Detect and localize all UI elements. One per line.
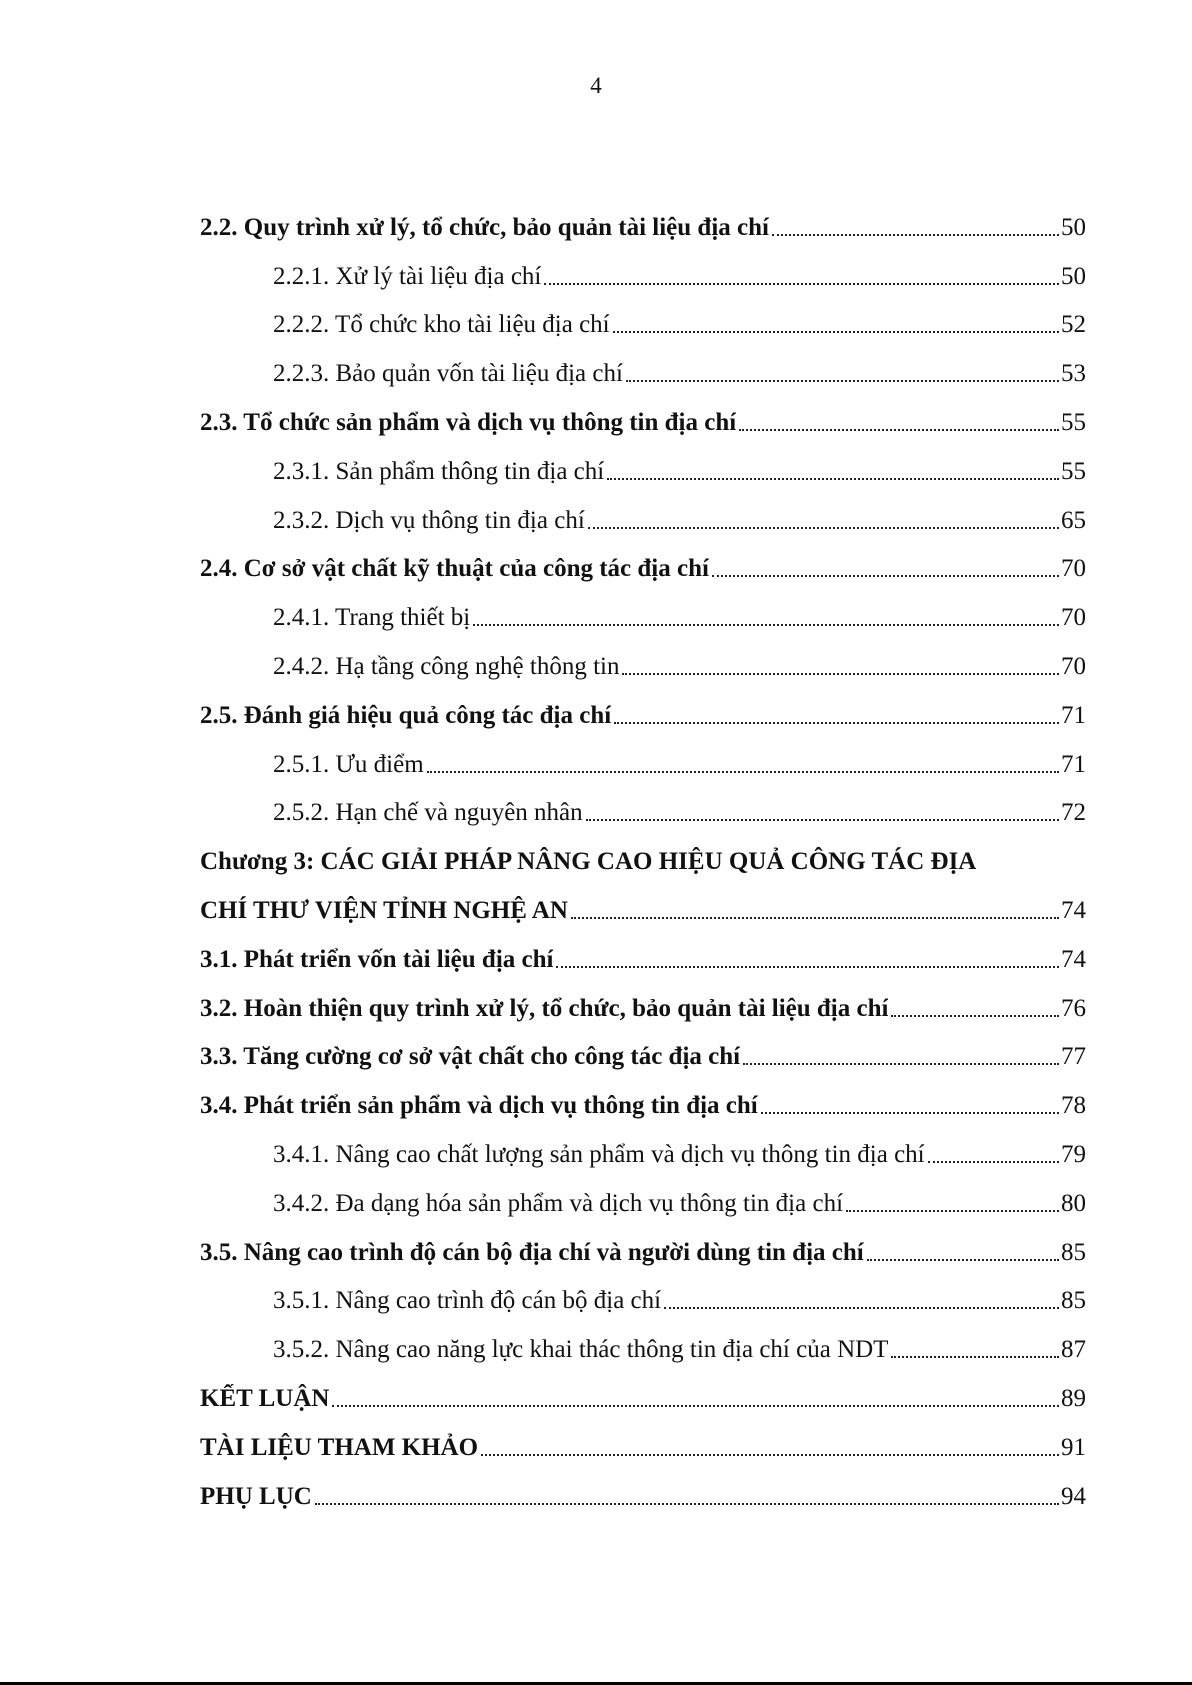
- toc-entry: [200, 1463, 1086, 1512]
- toc-entry-page: 85: [1061, 1238, 1086, 1266]
- dot-leader: [613, 331, 1059, 333]
- toc-entry: [200, 926, 1086, 975]
- toc-entry-title: 2.4.2. Hạ tầng công nghệ thông tin: [273, 652, 620, 680]
- toc-entry-title: 2.2.1. Xử lý tài liệu địa chí: [273, 262, 542, 290]
- toc-entry-page: 53: [1061, 360, 1086, 388]
- toc-entry: [200, 877, 1086, 926]
- toc-entry: [200, 487, 1086, 536]
- dot-leader: [481, 1454, 1059, 1456]
- toc-entry: [200, 682, 1086, 731]
- toc-entry: [200, 389, 1086, 438]
- dot-leader: [332, 1405, 1059, 1407]
- toc-entry-page: 91: [1061, 1433, 1086, 1461]
- dot-leader: [743, 1063, 1059, 1065]
- toc-entry: [200, 1170, 1086, 1219]
- toc-entry: [200, 438, 1086, 487]
- page-number: 4: [590, 73, 602, 98]
- toc-entry-page: 55: [1061, 408, 1086, 436]
- toc-entry-page: 52: [1061, 311, 1086, 339]
- dot-leader: [891, 1356, 1059, 1358]
- dot-leader: [626, 380, 1059, 382]
- toc-entry-title: 3.4.2. Đa dạng hóa sản phẩm và dịch vụ thông tin địa chí: [273, 1189, 844, 1217]
- toc-entry-title: KẾT LUẬN: [200, 1384, 330, 1412]
- toc-entry: [200, 1121, 1086, 1170]
- dot-leader: [622, 673, 1059, 675]
- dot-leader: [772, 234, 1059, 236]
- toc-entry-title: 3.4. Phát triển sản phẩm và dịch vụ thông tin địa chí: [200, 1092, 758, 1120]
- toc-entry-page: 71: [1061, 750, 1086, 778]
- toc-entry: [200, 1316, 1086, 1365]
- toc-entry-title: 2.5.2. Hạn chế và nguyên nhân: [273, 799, 583, 827]
- toc-entry-page: 85: [1061, 1287, 1086, 1315]
- toc-entry-page: 94: [1061, 1482, 1086, 1510]
- toc-entry-title: 2.4. Cơ sở vật chất kỹ thuật của công tác địa chí: [200, 555, 709, 583]
- toc-entry-page: 80: [1061, 1189, 1086, 1217]
- dot-leader: [588, 527, 1059, 529]
- dot-leader: [867, 1259, 1059, 1261]
- toc-entry: [200, 584, 1086, 633]
- dot-leader: [473, 624, 1059, 626]
- toc-entry-title: 3.5.2. Nâng cao năng lực khai thác thông tin địa chí của NDT: [273, 1336, 889, 1364]
- toc-entry-page: 70: [1061, 555, 1086, 583]
- toc-entry: [200, 975, 1086, 1024]
- toc-entry-title: 2.5.1. Ưu điểm: [273, 750, 424, 778]
- toc-entry-page: 78: [1061, 1092, 1086, 1120]
- toc-entry-title: 3.5. Nâng cao trình độ cán bộ địa chí và người dùng tin địa chí: [200, 1238, 864, 1266]
- toc-entry-page: 76: [1061, 994, 1086, 1022]
- dot-leader: [315, 1503, 1059, 1505]
- toc-entry-page: 70: [1061, 652, 1086, 680]
- table-of-contents: [200, 194, 1086, 1512]
- toc-entry-title: TÀI LIỆU THAM KHẢO: [200, 1433, 479, 1461]
- toc-entry-title: 2.4.1. Trang thiết bị: [273, 604, 471, 632]
- toc-entry-title: PHỤ LỤC: [200, 1482, 312, 1510]
- toc-entry-title: 2.3. Tổ chức sản phẩm và dịch vụ thông tin địa chí: [200, 408, 737, 436]
- toc-entry: [200, 340, 1086, 389]
- toc-entry: [200, 780, 1086, 829]
- toc-entry: [200, 731, 1086, 780]
- toc-entry: [200, 1219, 1086, 1268]
- toc-entry-title: 3.5.1. Nâng cao trình độ cán bộ địa chí: [273, 1287, 662, 1315]
- toc-entry: [200, 292, 1086, 341]
- dot-leader: [928, 1161, 1059, 1163]
- toc-entry-page: 89: [1061, 1384, 1086, 1412]
- toc-entry: [200, 1268, 1086, 1317]
- dot-leader: [739, 429, 1059, 431]
- toc-entry-title: 2.5. Đánh giá hiệu quả công tác địa chí: [200, 701, 612, 729]
- toc-entry: [200, 536, 1086, 585]
- dot-leader: [607, 478, 1059, 480]
- toc-entry-page: 50: [1061, 262, 1086, 290]
- toc-entry-page: 70: [1061, 604, 1086, 632]
- toc-entry-page: 55: [1061, 457, 1086, 485]
- toc-entry-page: 74: [1061, 896, 1086, 924]
- toc-entry: [200, 1024, 1086, 1073]
- dot-leader: [544, 283, 1059, 285]
- dot-leader: [586, 819, 1059, 821]
- dot-leader: [556, 966, 1059, 968]
- toc-entry: [200, 1072, 1086, 1121]
- toc-entry-title: 3.4.1. Nâng cao chất lượng sản phẩm và dịch vụ thông tin địa chí: [273, 1140, 925, 1168]
- dot-leader: [846, 1210, 1059, 1212]
- dot-leader: [614, 722, 1059, 724]
- toc-entry: [200, 633, 1086, 682]
- toc-entry-page: 77: [1061, 1043, 1086, 1071]
- toc-entry-title: Chương 3: CÁC GIẢI PHÁP NÂNG CAO HIỆU QUẢ CÔNG TÁC ĐỊA: [200, 848, 977, 876]
- toc-entry: [200, 828, 1086, 877]
- toc-entry-page: 65: [1061, 506, 1086, 534]
- toc-entry-page: 79: [1061, 1140, 1086, 1168]
- toc-entry-title: 2.2. Quy trình xử lý, tổ chức, bảo quản tài liệu địa chí: [200, 213, 769, 241]
- toc-entry-title: 3.3. Tăng cường cơ sở vật chất cho công tác địa chí: [200, 1043, 741, 1071]
- toc-entry-title: 2.2.2. Tổ chức kho tài liệu địa chí: [273, 311, 610, 339]
- toc-entry-page: 72: [1061, 799, 1086, 827]
- toc-entry-title: CHÍ THƯ VIỆN TỈNH NGHỆ AN: [200, 896, 568, 924]
- toc-entry-title: 2.3.2. Dịch vụ thông tin địa chí: [273, 506, 585, 534]
- toc-entry-title: 2.3.1. Sản phẩm thông tin địa chí: [273, 457, 605, 485]
- dot-leader: [664, 1307, 1059, 1309]
- toc-entry-title: 2.2.3. Bảo quản vốn tài liệu địa chí: [273, 360, 623, 388]
- dot-leader: [761, 1112, 1059, 1114]
- toc-entry: [200, 1365, 1086, 1414]
- toc-entry-title: 3.1. Phát triển vốn tài liệu địa chí: [200, 945, 554, 973]
- dot-leader: [571, 917, 1059, 919]
- dot-leader: [712, 575, 1059, 577]
- dot-leader: [427, 771, 1059, 773]
- toc-entry: [200, 243, 1086, 292]
- toc-entry-page: 74: [1061, 945, 1086, 973]
- toc-entry: [200, 1414, 1086, 1463]
- dot-leader: [891, 1015, 1059, 1017]
- toc-entry-page: 71: [1061, 701, 1086, 729]
- toc-entry-page: 87: [1061, 1336, 1086, 1364]
- toc-entry-page: 50: [1061, 213, 1086, 241]
- toc-entry-title: 3.2. Hoàn thiện quy trình xử lý, tổ chức, bảo quản tài liệu địa chí: [200, 994, 889, 1022]
- toc-entry: [200, 194, 1086, 243]
